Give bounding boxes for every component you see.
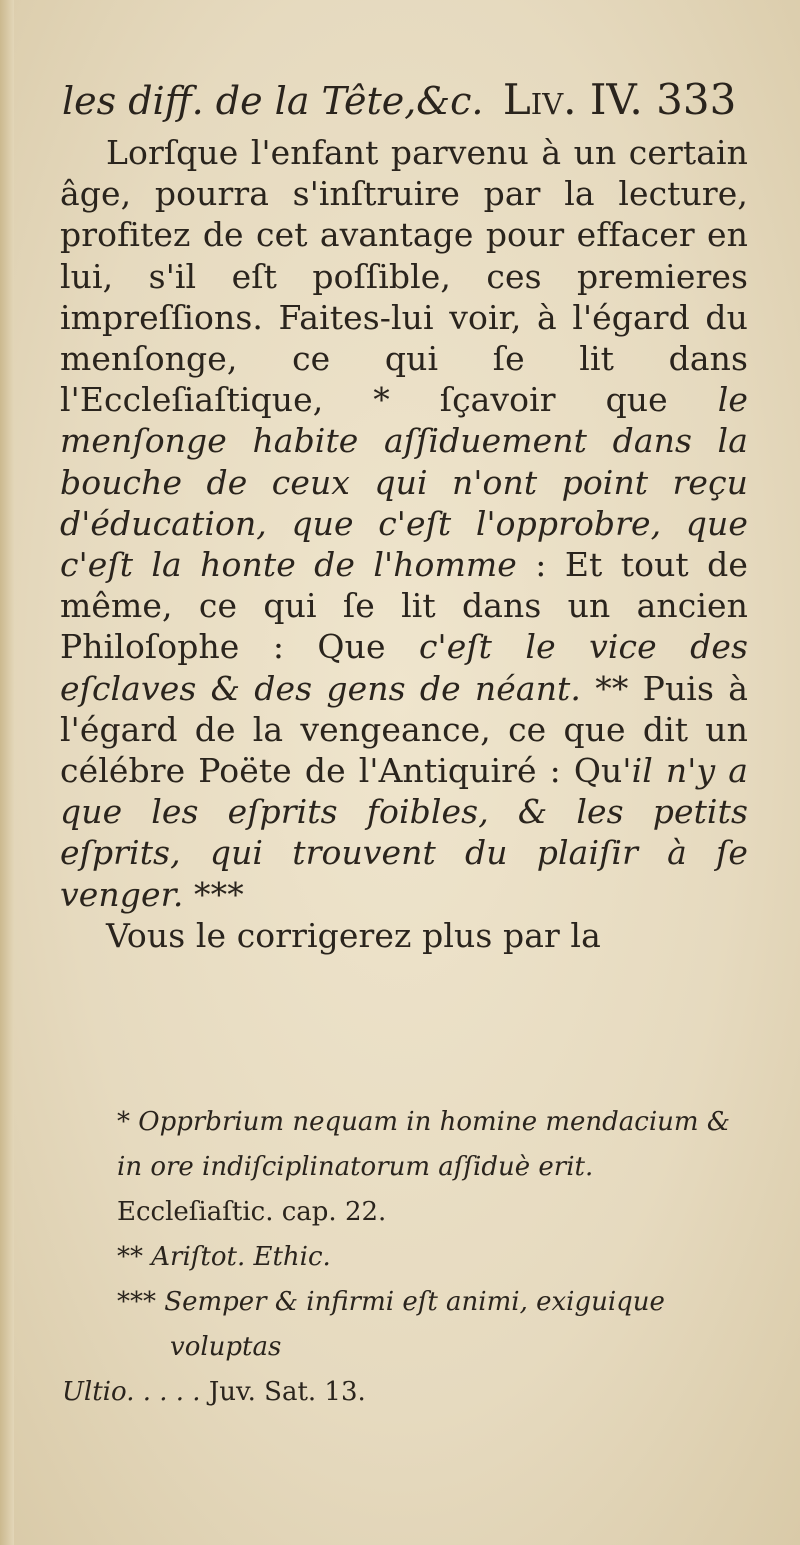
footnote-continuation (62, 1370, 752, 1415)
italic-quote: il n'y a que les eſprits foibles, & les petits eſprits, qui trouvent du plaiſir à ſe venger. (60, 751, 749, 914)
footnote-marker: *** (117, 1287, 156, 1317)
footnote (62, 1235, 752, 1280)
text-run: ** Puis à l'égard de la vengeance, ce que dit un célébre Poëte de l'Antiquiré : Qu' (60, 668, 748, 791)
page-number: 333 (656, 75, 737, 124)
italic-quote: le menſonge habite aſſiduement dans la bouche de ceux qui n'ont point reçu d'éducation, que c'eſt l'opprobre, que c'eſt la honte de l'homme (60, 380, 748, 585)
running-title: les diff. de la Tête,&c. (62, 79, 484, 123)
footnotes (62, 1100, 752, 1415)
footnote-reference: Eccleſiaſtic. cap. 22. (117, 1197, 387, 1227)
paragraph (60, 132, 748, 915)
footnote-marker: * (117, 1107, 130, 1137)
footnote-latin: Opprbrium nequam in homine mendacium & in ore indiſciplinatorum aſſiduè erit. (117, 1107, 730, 1182)
text-run: : Et tout de même, ce qui ſe lit dans un ancien Philoſophe : Que (60, 545, 748, 667)
footnote-text: Semper & infirmi eſt animi, exiguique (164, 1287, 665, 1317)
footnote-marker: ** (117, 1242, 143, 1272)
paragraph: Vous le corrigerez plus par la (106, 915, 601, 955)
footnote (62, 1280, 752, 1325)
footnote-text: Ariſtot. Ethic. (151, 1242, 331, 1272)
book-number: Liv. IV. (502, 75, 643, 124)
text-run: Lorſque l'enfant parvenu à un certain âge, pourra s'inſtruire par la lecture, profitez de cet avantage pour effacer en lui, s'il eſt poſſible, ces premieres impreſſions. Faites-lui voir, à l'égard du menſonge, ce qui ſe lit dans l'Eccleſiaſtique, * ſçavoir que (60, 133, 748, 420)
footnote-text: Ultio. . . . . (62, 1377, 201, 1407)
page-edge (0, 0, 14, 1545)
main-text (60, 132, 748, 956)
footnote (62, 1100, 752, 1235)
running-header (62, 72, 762, 128)
footnote-continuation: voluptas (170, 1332, 282, 1362)
footnote-reference: Juv. Sat. 13. (200, 1377, 366, 1407)
italic-quote: c'eſt le vice des eſclaves & des gens de néant. (60, 627, 748, 708)
footnote-marker: *** (183, 874, 244, 914)
